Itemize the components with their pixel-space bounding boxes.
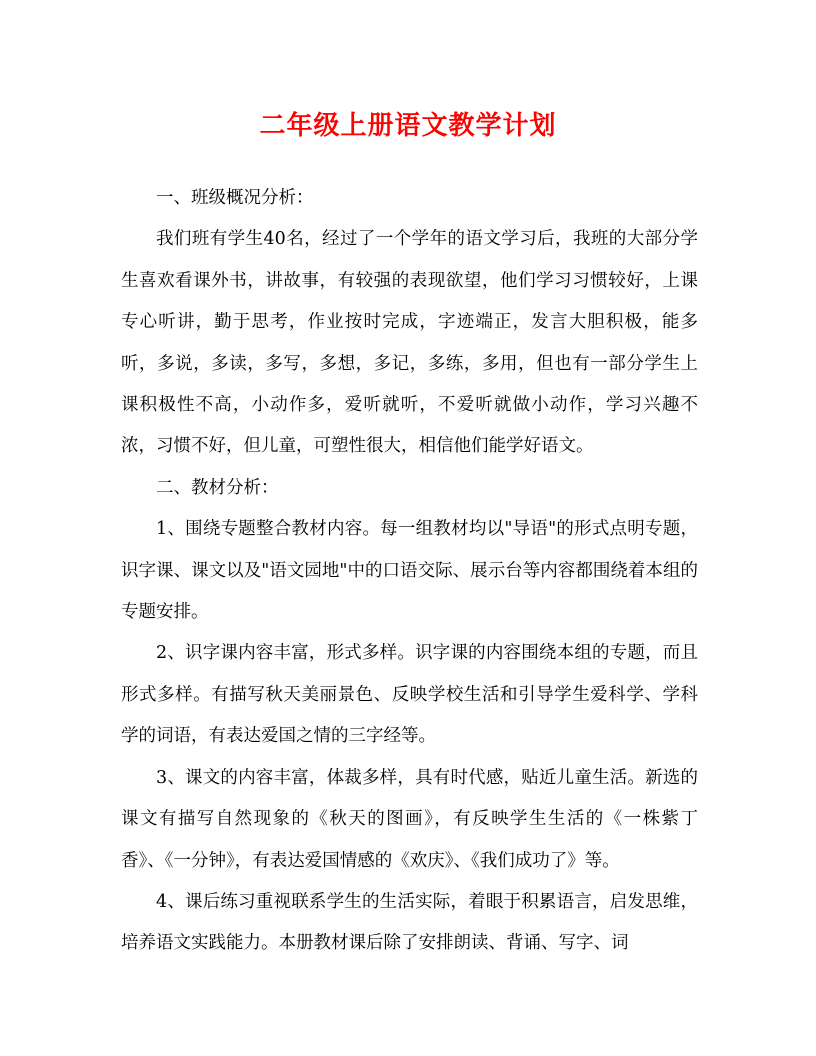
document-title: 二年级上册语文教学计划 xyxy=(259,111,557,141)
section-heading-class-overview: 一、班级概况分析： xyxy=(156,188,314,208)
document-body xyxy=(121,178,698,965)
paragraph-class-overview: 我们班有学生40名，经过了一个学年的语文学习后，我班的大部分学生喜欢看课外书，讲故事，有较强的表现欲望，他们学习习惯较好，上课专心听讲，勤于思考，作业按时完成，字迹端正，发言大胆积极，能多听，多说，多读，多写，多想，多记，多练，多用，但也有一部分学生上课积极性不高，小动作多，爱听就听，不爱听就做小动作，学习兴趣不浓，习惯不好，但儿童，可塑性很大，相信他们能学好语文。 xyxy=(121,229,698,457)
paragraph-point-1: 1、围绕专题整合教材内容。每一组教材均以"导语"的形式点明专题，识字课、课文以及"语文园地"中的口语交际、展示台等内容都围绕着本组的专题安排。 xyxy=(121,519,698,623)
paragraph-point-2: 2、识字课内容丰富，形式多样。识字课的内容围绕本组的专题，而且形式多样。有描写秋天美丽景色、反映学校生活和引导学生爱科学、学科学的词语，有表达爱国之情的三字经等。 xyxy=(121,643,698,747)
paragraph-point-3: 3、课文的内容丰富，体裁多样，具有时代感，贴近儿童生活。新选的课文有描写自然现象的《秋天的图画》，有反映学生生活的《一株紫丁香》、《一分钟》，有表达爱国情感的《欢庆》、《我们成功了》等。 xyxy=(121,767,698,871)
paragraph-point-4: 4、课后练习重视联系学生的生活实际，着眼于积累语言，启发思维，培养语文实践能力。本册教材课后除了安排朗读、背诵、写字、词 xyxy=(121,891,698,954)
section-heading-textbook-analysis: 二、教材分析： xyxy=(156,477,279,498)
